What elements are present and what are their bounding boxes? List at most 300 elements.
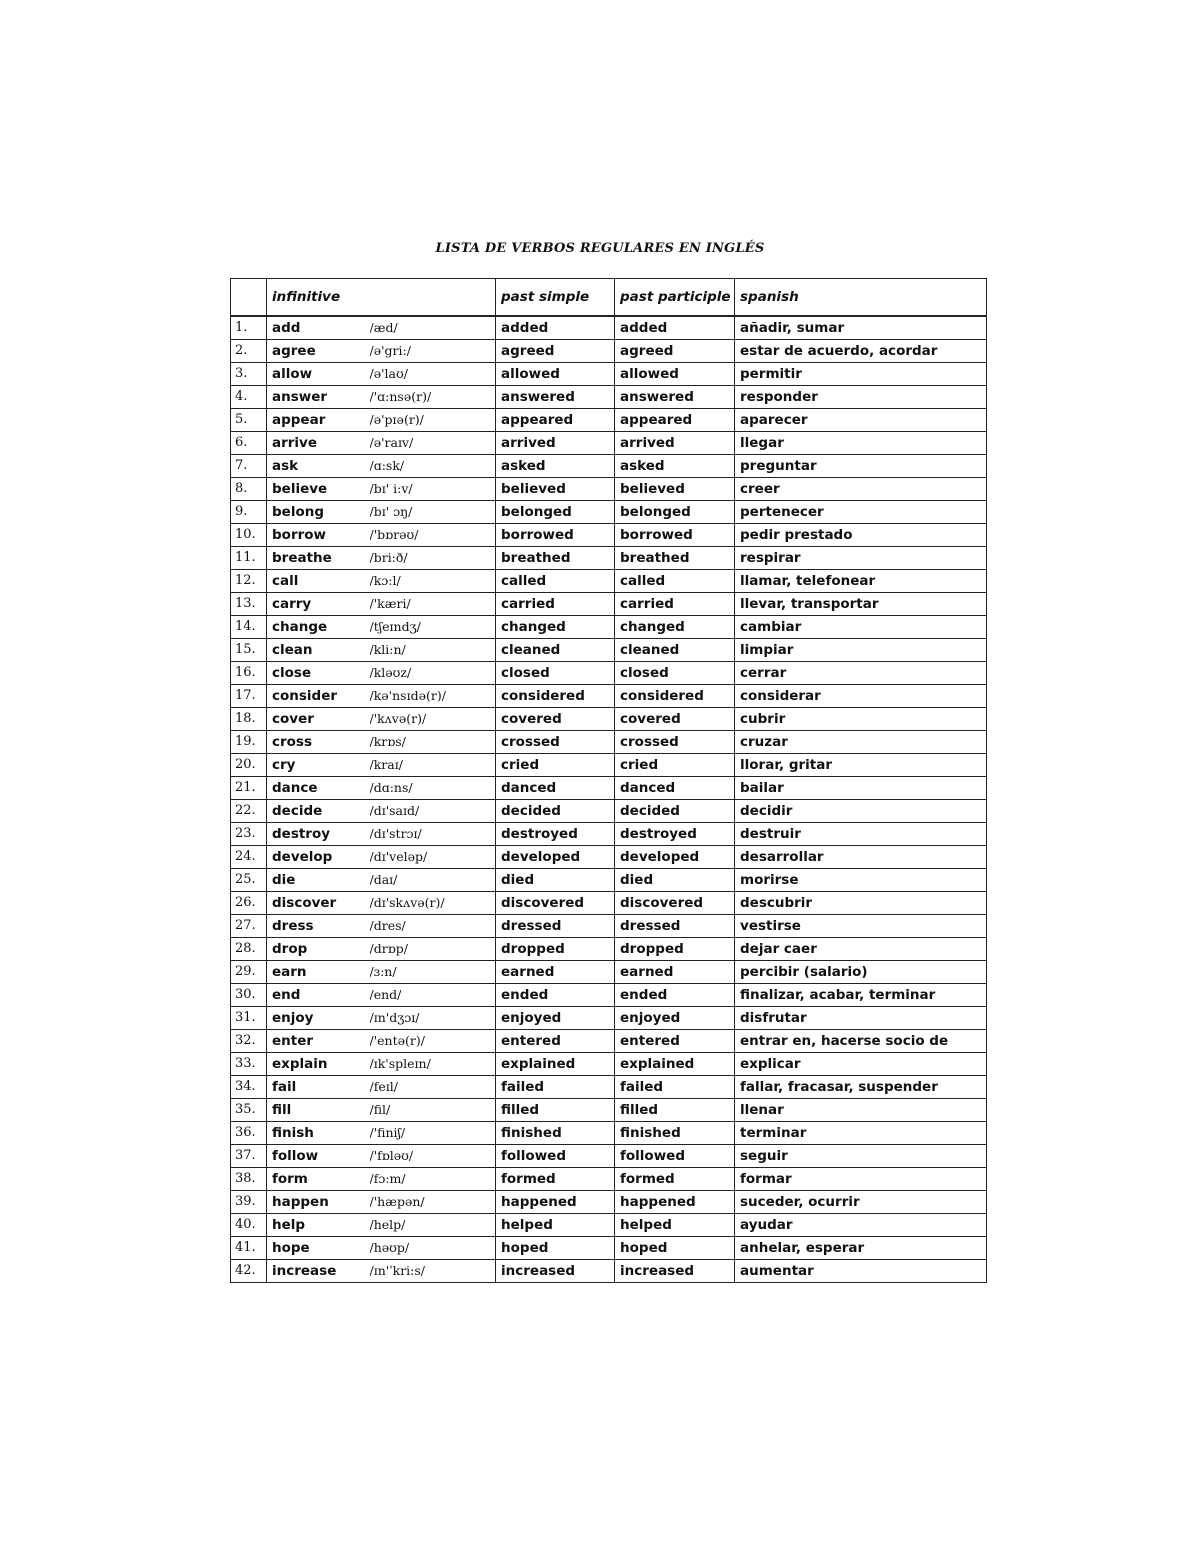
row-number: 11. (231, 547, 267, 570)
table-row (231, 1145, 987, 1168)
row-number: 23. (231, 823, 267, 846)
infinitive-cell: die (267, 869, 370, 892)
table-row (231, 754, 987, 777)
pronunciation-cell: /'finiʃ/ (370, 1122, 496, 1145)
spanish-cell: llegar (735, 432, 987, 455)
past-simple-cell: considered (496, 685, 615, 708)
past-participle-cell: appeared (615, 409, 735, 432)
infinitive-cell: change (267, 616, 370, 639)
table-row (231, 478, 987, 501)
infinitive-cell: destroy (267, 823, 370, 846)
row-number: 26. (231, 892, 267, 915)
pronunciation-cell: /kli:n/ (370, 639, 496, 662)
row-number: 10. (231, 524, 267, 547)
spanish-cell: aumentar (735, 1260, 987, 1283)
past-participle-cell: failed (615, 1076, 735, 1099)
table-row (231, 547, 987, 570)
row-number: 37. (231, 1145, 267, 1168)
spanish-cell: entrar en, hacerse socio de (735, 1030, 987, 1053)
table-row (231, 892, 987, 915)
past-participle-cell: hoped (615, 1237, 735, 1260)
table-row (231, 1099, 987, 1122)
infinitive-cell: end (267, 984, 370, 1007)
table-row (231, 432, 987, 455)
past-participle-cell: considered (615, 685, 735, 708)
pronunciation-cell: /ə'pɪə(r)/ (370, 409, 496, 432)
past-simple-cell: followed (496, 1145, 615, 1168)
past-participle-cell: enjoyed (615, 1007, 735, 1030)
pronunciation-cell: /'ɑ:nsə(r)/ (370, 386, 496, 409)
infinitive-cell: breathe (267, 547, 370, 570)
table-row (231, 685, 987, 708)
pronunciation-cell: /bri:ð/ (370, 547, 496, 570)
past-simple-cell: hoped (496, 1237, 615, 1260)
pronunciation-cell: /dɪ'skʌvə(r)/ (370, 892, 496, 915)
infinitive-cell: finish (267, 1122, 370, 1145)
pronunciation-cell: /fil/ (370, 1099, 496, 1122)
pronunciation-cell: /tʃeɪndʒ/ (370, 616, 496, 639)
row-number: 16. (231, 662, 267, 685)
spanish-cell: descubrir (735, 892, 987, 915)
pronunciation-cell: /drɒp/ (370, 938, 496, 961)
row-number: 13. (231, 593, 267, 616)
pronunciation-cell: /'hæpən/ (370, 1191, 496, 1214)
spanish-cell: destruir (735, 823, 987, 846)
infinitive-cell: ask (267, 455, 370, 478)
past-participle-cell: answered (615, 386, 735, 409)
row-number: 2. (231, 340, 267, 363)
spanish-cell: preguntar (735, 455, 987, 478)
row-number: 20. (231, 754, 267, 777)
infinitive-cell: enjoy (267, 1007, 370, 1030)
infinitive-cell: increase (267, 1260, 370, 1283)
pronunciation-cell: /help/ (370, 1214, 496, 1237)
spanish-cell: morirse (735, 869, 987, 892)
row-number: 8. (231, 478, 267, 501)
past-participle-cell: dressed (615, 915, 735, 938)
infinitive-cell: carry (267, 593, 370, 616)
row-number: 41. (231, 1237, 267, 1260)
past-simple-cell: helped (496, 1214, 615, 1237)
past-participle-cell: decided (615, 800, 735, 823)
past-participle-cell: belonged (615, 501, 735, 524)
spanish-cell: decidir (735, 800, 987, 823)
past-simple-cell: changed (496, 616, 615, 639)
pronunciation-cell: /bɪ' i:v/ (370, 478, 496, 501)
infinitive-cell: call (267, 570, 370, 593)
past-participle-cell: explained (615, 1053, 735, 1076)
past-simple-cell: decided (496, 800, 615, 823)
past-participle-cell: crossed (615, 731, 735, 754)
table-row (231, 662, 987, 685)
table-row (231, 386, 987, 409)
pronunciation-cell: /ə'raɪv/ (370, 432, 496, 455)
spanish-cell: anhelar, esperar (735, 1237, 987, 1260)
spanish-cell: aparecer (735, 409, 987, 432)
past-simple-cell: failed (496, 1076, 615, 1099)
row-number: 7. (231, 455, 267, 478)
header-past-participle: past participle (615, 279, 735, 317)
infinitive-cell: dress (267, 915, 370, 938)
past-participle-cell: died (615, 869, 735, 892)
infinitive-cell: agree (267, 340, 370, 363)
table-row (231, 1076, 987, 1099)
table-row (231, 823, 987, 846)
past-simple-cell: dropped (496, 938, 615, 961)
past-simple-cell: covered (496, 708, 615, 731)
past-simple-cell: formed (496, 1168, 615, 1191)
past-participle-cell: breathed (615, 547, 735, 570)
spanish-cell: seguir (735, 1145, 987, 1168)
document-title: LISTA DE VERBOS REGULARES EN INGLÉS (435, 241, 765, 256)
infinitive-cell: close (267, 662, 370, 685)
pronunciation-cell: /fɔ:m/ (370, 1168, 496, 1191)
pronunciation-cell: /bɪ' ɔŋ/ (370, 501, 496, 524)
infinitive-cell: explain (267, 1053, 370, 1076)
past-simple-cell: increased (496, 1260, 615, 1283)
row-number: 38. (231, 1168, 267, 1191)
pronunciation-cell: /feɪl/ (370, 1076, 496, 1099)
past-participle-cell: happened (615, 1191, 735, 1214)
spanish-cell: cubrir (735, 708, 987, 731)
past-participle-cell: discovered (615, 892, 735, 915)
spanish-cell: percibir (salario) (735, 961, 987, 984)
past-simple-cell: discovered (496, 892, 615, 915)
pronunciation-cell: /ə'gri:/ (370, 340, 496, 363)
infinitive-cell: discover (267, 892, 370, 915)
past-simple-cell: finished (496, 1122, 615, 1145)
table-row (231, 363, 987, 386)
past-simple-cell: earned (496, 961, 615, 984)
pronunciation-cell: /'bɒrəʊ/ (370, 524, 496, 547)
infinitive-cell: fill (267, 1099, 370, 1122)
past-participle-cell: called (615, 570, 735, 593)
pronunciation-cell: /kraɪ/ (370, 754, 496, 777)
past-participle-cell: cleaned (615, 639, 735, 662)
spanish-cell: llorar, gritar (735, 754, 987, 777)
infinitive-cell: happen (267, 1191, 370, 1214)
row-number: 4. (231, 386, 267, 409)
past-participle-cell: ended (615, 984, 735, 1007)
row-number: 35. (231, 1099, 267, 1122)
past-participle-cell: finished (615, 1122, 735, 1145)
past-participle-cell: changed (615, 616, 735, 639)
infinitive-cell: arrive (267, 432, 370, 455)
past-participle-cell: helped (615, 1214, 735, 1237)
header-past-simple: past simple (496, 279, 615, 317)
infinitive-cell: belong (267, 501, 370, 524)
row-number: 12. (231, 570, 267, 593)
past-participle-cell: believed (615, 478, 735, 501)
table-row (231, 800, 987, 823)
row-number: 5. (231, 409, 267, 432)
spanish-cell: llamar, telefonear (735, 570, 987, 593)
past-simple-cell: died (496, 869, 615, 892)
row-number: 39. (231, 1191, 267, 1214)
table-row (231, 777, 987, 800)
table-row (231, 501, 987, 524)
table-row (231, 639, 987, 662)
table-row (231, 340, 987, 363)
table-row (231, 961, 987, 984)
past-simple-cell: asked (496, 455, 615, 478)
infinitive-cell: earn (267, 961, 370, 984)
pronunciation-cell: /dɪ'strɔɪ/ (370, 823, 496, 846)
pronunciation-cell: /end/ (370, 984, 496, 1007)
table-row (231, 984, 987, 1007)
infinitive-cell: believe (267, 478, 370, 501)
table-row (231, 1237, 987, 1260)
pronunciation-cell: /ə'laʊ/ (370, 363, 496, 386)
past-participle-cell: closed (615, 662, 735, 685)
row-number: 24. (231, 846, 267, 869)
row-number: 17. (231, 685, 267, 708)
row-number: 34. (231, 1076, 267, 1099)
header-infinitive: infinitive (267, 279, 496, 317)
infinitive-cell: form (267, 1168, 370, 1191)
pronunciation-cell: /ɜ:n/ (370, 961, 496, 984)
row-number: 29. (231, 961, 267, 984)
infinitive-cell: dance (267, 777, 370, 800)
row-number: 36. (231, 1122, 267, 1145)
spanish-cell: permitir (735, 363, 987, 386)
header-spanish: spanish (735, 279, 987, 317)
infinitive-cell: appear (267, 409, 370, 432)
past-participle-cell: dropped (615, 938, 735, 961)
table-row (231, 915, 987, 938)
infinitive-cell: help (267, 1214, 370, 1237)
past-simple-cell: agreed (496, 340, 615, 363)
pronunciation-cell: /ɑ:sk/ (370, 455, 496, 478)
table-row (231, 708, 987, 731)
pronunciation-cell: /kləʊz/ (370, 662, 496, 685)
pronunciation-cell: /dres/ (370, 915, 496, 938)
spanish-cell: bailar (735, 777, 987, 800)
past-simple-cell: breathed (496, 547, 615, 570)
pronunciation-cell: /dɑ:ns/ (370, 777, 496, 800)
infinitive-cell: cover (267, 708, 370, 731)
table-row (231, 1053, 987, 1076)
table-row (231, 1214, 987, 1237)
verb-table (230, 278, 987, 1283)
pronunciation-cell: /kə'nsɪdə(r)/ (370, 685, 496, 708)
row-number: 3. (231, 363, 267, 386)
spanish-cell: llenar (735, 1099, 987, 1122)
pronunciation-cell: /kɔ:l/ (370, 570, 496, 593)
row-number: 30. (231, 984, 267, 1007)
past-participle-cell: asked (615, 455, 735, 478)
row-number: 21. (231, 777, 267, 800)
table-row (231, 731, 987, 754)
spanish-cell: añadir, sumar (735, 316, 987, 340)
spanish-cell: considerar (735, 685, 987, 708)
pronunciation-cell: /daɪ/ (370, 869, 496, 892)
past-simple-cell: arrived (496, 432, 615, 455)
past-simple-cell: danced (496, 777, 615, 800)
row-number: 40. (231, 1214, 267, 1237)
row-number: 22. (231, 800, 267, 823)
row-number: 15. (231, 639, 267, 662)
pronunciation-cell: /dɪ'saɪd/ (370, 800, 496, 823)
table-row (231, 524, 987, 547)
past-simple-cell: dressed (496, 915, 615, 938)
spanish-cell: respirar (735, 547, 987, 570)
past-simple-cell: called (496, 570, 615, 593)
past-simple-cell: explained (496, 1053, 615, 1076)
table-row (231, 1122, 987, 1145)
infinitive-cell: cross (267, 731, 370, 754)
past-participle-cell: earned (615, 961, 735, 984)
pronunciation-cell: /krɒs/ (370, 731, 496, 754)
pronunciation-cell: /ɪk'spleɪn/ (370, 1053, 496, 1076)
spanish-cell: formar (735, 1168, 987, 1191)
row-number: 32. (231, 1030, 267, 1053)
row-number: 18. (231, 708, 267, 731)
infinitive-cell: develop (267, 846, 370, 869)
row-number: 1. (231, 316, 267, 340)
pronunciation-cell: /'entə(r)/ (370, 1030, 496, 1053)
past-simple-cell: filled (496, 1099, 615, 1122)
spanish-cell: explicar (735, 1053, 987, 1076)
table-row (231, 1030, 987, 1053)
infinitive-cell: drop (267, 938, 370, 961)
past-participle-cell: borrowed (615, 524, 735, 547)
pronunciation-cell: /æd/ (370, 316, 496, 340)
row-number: 42. (231, 1260, 267, 1283)
past-participle-cell: added (615, 316, 735, 340)
past-simple-cell: enjoyed (496, 1007, 615, 1030)
spanish-cell: pertenecer (735, 501, 987, 524)
spanish-cell: suceder, ocurrir (735, 1191, 987, 1214)
past-simple-cell: added (496, 316, 615, 340)
past-simple-cell: entered (496, 1030, 615, 1053)
header-row (231, 279, 987, 317)
past-simple-cell: cleaned (496, 639, 615, 662)
spanish-cell: terminar (735, 1122, 987, 1145)
pronunciation-cell: /'fɒləʊ/ (370, 1145, 496, 1168)
table-row (231, 869, 987, 892)
row-number: 28. (231, 938, 267, 961)
table-row (231, 593, 987, 616)
spanish-cell: pedir prestado (735, 524, 987, 547)
past-simple-cell: borrowed (496, 524, 615, 547)
past-participle-cell: agreed (615, 340, 735, 363)
past-participle-cell: entered (615, 1030, 735, 1053)
table-row (231, 1168, 987, 1191)
spanish-cell: responder (735, 386, 987, 409)
table-row (231, 316, 987, 340)
past-simple-cell: happened (496, 1191, 615, 1214)
table-row (231, 1007, 987, 1030)
infinitive-cell: fail (267, 1076, 370, 1099)
past-simple-cell: developed (496, 846, 615, 869)
past-simple-cell: answered (496, 386, 615, 409)
pronunciation-cell: /ɪn'ˈkri:s/ (370, 1260, 496, 1283)
infinitive-cell: answer (267, 386, 370, 409)
table-row (231, 846, 987, 869)
verb-rows (231, 316, 987, 1283)
past-simple-cell: destroyed (496, 823, 615, 846)
header-number (231, 279, 267, 317)
spanish-cell: cerrar (735, 662, 987, 685)
row-number: 14. (231, 616, 267, 639)
table-row (231, 938, 987, 961)
row-number: 33. (231, 1053, 267, 1076)
infinitive-cell: cry (267, 754, 370, 777)
pronunciation-cell: /dɪ'veləp/ (370, 846, 496, 869)
infinitive-cell: enter (267, 1030, 370, 1053)
row-number: 6. (231, 432, 267, 455)
spanish-cell: disfrutar (735, 1007, 987, 1030)
spanish-cell: ayudar (735, 1214, 987, 1237)
table-row (231, 455, 987, 478)
past-participle-cell: covered (615, 708, 735, 731)
row-number: 27. (231, 915, 267, 938)
spanish-cell: creer (735, 478, 987, 501)
spanish-cell: cruzar (735, 731, 987, 754)
spanish-cell: vestirse (735, 915, 987, 938)
past-simple-cell: carried (496, 593, 615, 616)
row-number: 31. (231, 1007, 267, 1030)
past-simple-cell: allowed (496, 363, 615, 386)
row-number: 25. (231, 869, 267, 892)
past-participle-cell: developed (615, 846, 735, 869)
table-row (231, 1260, 987, 1283)
past-participle-cell: filled (615, 1099, 735, 1122)
infinitive-cell: add (267, 316, 370, 340)
past-simple-cell: believed (496, 478, 615, 501)
past-participle-cell: allowed (615, 363, 735, 386)
spanish-cell: limpiar (735, 639, 987, 662)
infinitive-cell: allow (267, 363, 370, 386)
infinitive-cell: hope (267, 1237, 370, 1260)
past-simple-cell: ended (496, 984, 615, 1007)
spanish-cell: estar de acuerdo, acordar (735, 340, 987, 363)
past-participle-cell: increased (615, 1260, 735, 1283)
spanish-cell: llevar, transportar (735, 593, 987, 616)
spanish-cell: dejar caer (735, 938, 987, 961)
past-participle-cell: danced (615, 777, 735, 800)
past-simple-cell: cried (496, 754, 615, 777)
infinitive-cell: clean (267, 639, 370, 662)
spanish-cell: fallar, fracasar, suspender (735, 1076, 987, 1099)
past-simple-cell: appeared (496, 409, 615, 432)
pronunciation-cell: /'kʌvə(r)/ (370, 708, 496, 731)
spanish-cell: cambiar (735, 616, 987, 639)
row-number: 9. (231, 501, 267, 524)
past-participle-cell: destroyed (615, 823, 735, 846)
pronunciation-cell: /'kæri/ (370, 593, 496, 616)
pronunciation-cell: /həʊp/ (370, 1237, 496, 1260)
past-simple-cell: closed (496, 662, 615, 685)
spanish-cell: desarrollar (735, 846, 987, 869)
table-row (231, 1191, 987, 1214)
past-participle-cell: formed (615, 1168, 735, 1191)
infinitive-cell: borrow (267, 524, 370, 547)
infinitive-cell: follow (267, 1145, 370, 1168)
past-simple-cell: crossed (496, 731, 615, 754)
infinitive-cell: consider (267, 685, 370, 708)
table-row (231, 616, 987, 639)
past-participle-cell: cried (615, 754, 735, 777)
past-participle-cell: arrived (615, 432, 735, 455)
past-participle-cell: followed (615, 1145, 735, 1168)
pronunciation-cell: /ɪn'dʒɔɪ/ (370, 1007, 496, 1030)
past-simple-cell: belonged (496, 501, 615, 524)
spanish-cell: finalizar, acabar, terminar (735, 984, 987, 1007)
row-number: 19. (231, 731, 267, 754)
table-row (231, 570, 987, 593)
